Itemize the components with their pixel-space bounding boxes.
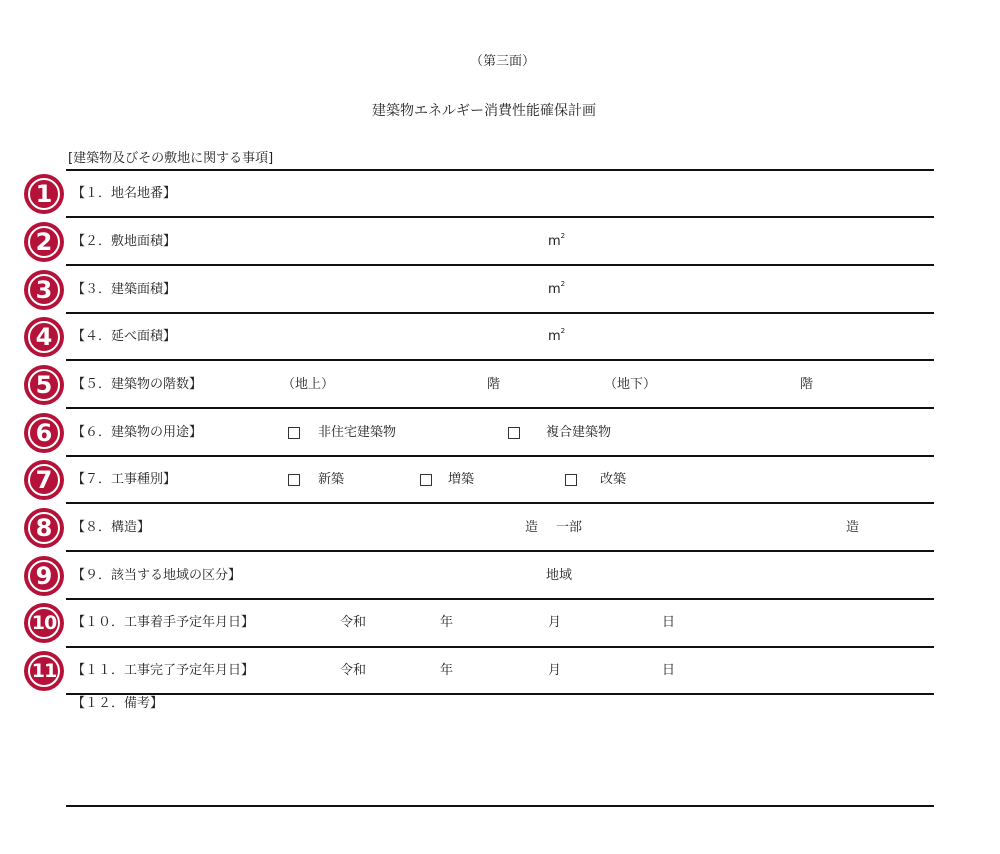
area-unit: $m^2$: [548, 280, 566, 297]
number-badge-8: 8: [24, 508, 64, 548]
number-badge-7: 7: [24, 460, 64, 500]
rule-bottom: [66, 805, 934, 807]
row-label-remarks: 【１２．備考】: [72, 696, 164, 711]
number-badge-9: 9: [24, 556, 64, 596]
completion-day-unit: 日: [662, 663, 676, 678]
number-badge-3: 3: [24, 270, 64, 310]
structure-unit: 造: [525, 520, 539, 535]
floors-below-unit: 階: [800, 377, 814, 392]
number-badge-6: 6: [24, 413, 64, 453]
rule: [66, 264, 934, 266]
rule: [66, 359, 934, 361]
checkbox-non-residential[interactable]: [288, 427, 300, 439]
number-badge-11: 11: [24, 651, 64, 691]
page-label: （第三面）: [470, 54, 536, 69]
structure-partial-label: 一部: [556, 520, 583, 535]
rule: [66, 646, 934, 648]
checkbox-extension[interactable]: [420, 474, 432, 486]
structure-partial-unit: 造: [846, 520, 860, 535]
rule: [66, 216, 934, 218]
rule: [66, 455, 934, 457]
option-mixed-use: 複合建築物: [546, 425, 612, 440]
number-badge-5: 5: [24, 365, 64, 405]
row-label-site-address: 【１．地名地番】: [72, 186, 177, 201]
floors-above-label: （地上）: [282, 377, 335, 392]
rule-top: [66, 169, 934, 171]
row-label-floors: 【５．建築物の階数】: [72, 377, 203, 392]
floors-above-unit: 階: [487, 377, 501, 392]
row-label-region: 【９．該当する地域の区分】: [72, 568, 242, 583]
area-unit: $m^2$: [548, 327, 566, 344]
option-reconstruction: 改築: [600, 472, 627, 487]
completion-era: 令和: [340, 663, 367, 678]
row-label-work-type: 【７．工事種別】: [72, 472, 177, 487]
completion-year-unit: 年: [440, 663, 454, 678]
row-label-building-area: 【３．建築面積】: [72, 282, 177, 297]
area-unit: $m^2$: [548, 232, 566, 249]
row-label-structure: 【８．構造】: [72, 520, 151, 535]
rule: [66, 502, 934, 504]
section-header: [建築物及びその敷地に関する事項]: [68, 151, 274, 166]
checkbox-new-build[interactable]: [288, 474, 300, 486]
rule: [66, 312, 934, 314]
rule: [66, 550, 934, 552]
number-badge-4: 4: [24, 317, 64, 357]
number-badge-2: 2: [24, 222, 64, 262]
checkbox-mixed-use[interactable]: [508, 427, 520, 439]
option-non-residential: 非住宅建築物: [318, 425, 397, 440]
rule: [66, 407, 934, 409]
start-day-unit: 日: [662, 615, 676, 630]
row-label-site-area: 【２．敷地面積】: [72, 234, 177, 249]
row-label-total-floor-area: 【４．延べ面積】: [72, 329, 177, 344]
start-year-unit: 年: [440, 615, 454, 630]
start-month-unit: 月: [548, 615, 562, 630]
row-label-use: 【６．建築物の用途】: [72, 425, 203, 440]
completion-month-unit: 月: [548, 663, 562, 678]
option-new-build: 新築: [318, 472, 345, 487]
row-label-completion-date: 【１１．工事完了予定年月日】: [72, 663, 255, 678]
start-era: 令和: [340, 615, 367, 630]
rule: [66, 598, 934, 600]
floors-below-label: （地下）: [604, 377, 657, 392]
rule: [66, 693, 934, 695]
number-badge-10: 10: [24, 603, 64, 643]
number-badge-1: 1: [24, 174, 64, 214]
option-extension: 増築: [448, 472, 475, 487]
row-label-start-date: 【１０．工事着手予定年月日】: [72, 615, 255, 630]
checkbox-reconstruction[interactable]: [565, 474, 577, 486]
region-unit: 地域: [546, 568, 573, 583]
page-title: 建築物エネルギー消費性能確保計画: [372, 103, 596, 119]
